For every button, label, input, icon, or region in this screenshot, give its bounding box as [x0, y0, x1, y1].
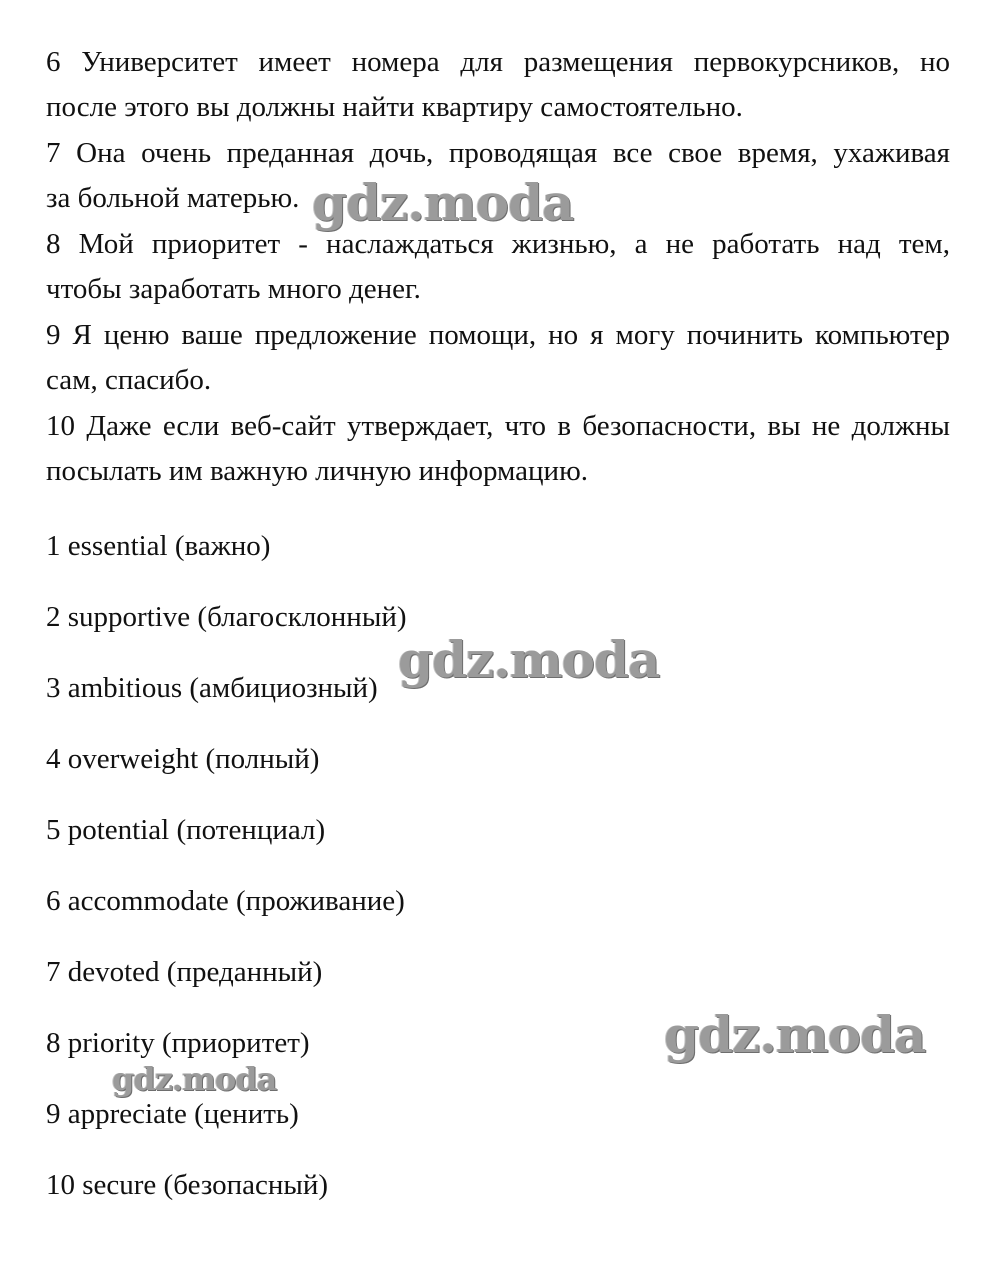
watermark: gdz.moda	[398, 630, 660, 689]
sentence-line: 10 Даже если веб-сайт утверждает, что в безопасности, вы не должны	[46, 410, 950, 442]
vocab-item: 6 accommodate (проживание)	[46, 885, 405, 917]
sentence-line: чтобы заработать много денег.	[46, 273, 421, 305]
vocab-item: 9 appreciate (ценить)	[46, 1098, 299, 1130]
vocab-item: 3 ambitious (амбициозный)	[46, 672, 378, 704]
vocab-item: 10 secure (безопасный)	[46, 1169, 329, 1201]
sentence-line: посылать им важную личную информацию.	[46, 455, 588, 487]
vocab-item: 1 essential (важно)	[46, 530, 271, 562]
sentence-10	[46, 404, 950, 494]
vocab-item: 8 priority (приоритет)	[46, 1027, 310, 1059]
sentence-9	[46, 313, 950, 403]
sentence-line: сам, спасибо.	[46, 364, 212, 396]
vocab-item: 2 supportive (благосклонный)	[46, 601, 407, 633]
sentence-8	[46, 222, 950, 312]
vocab-item: 4 overweight (полный)	[46, 743, 320, 775]
vocab-item: 7 devoted (преданный)	[46, 956, 323, 988]
sentence-6	[46, 40, 950, 130]
sentence-line: 9 Я ценю ваше предложение помощи, но я могу починить компьютер	[46, 319, 950, 351]
vocab-item: 5 potential (потенциал)	[46, 814, 326, 846]
sentence-line: 8 Мой приоритет - наслаждаться жизнью, а не работать над тем,	[46, 228, 950, 260]
sentence-line: после этого вы должны найти квартиру самостоятельно.	[46, 91, 743, 123]
sentence-line: за больной матерью.	[46, 182, 300, 214]
sentence-7	[46, 131, 950, 221]
sentence-line: 6 Университет имеет номера для размещения первокурсников, но	[46, 46, 950, 78]
watermark: gdz.moda	[312, 173, 574, 232]
sentence-line: 7 Она очень преданная дочь, проводящая все свое время, ухаживая	[46, 137, 950, 169]
watermark: gdz.moda	[112, 1060, 277, 1098]
watermark: gdz.moda	[664, 1005, 926, 1064]
